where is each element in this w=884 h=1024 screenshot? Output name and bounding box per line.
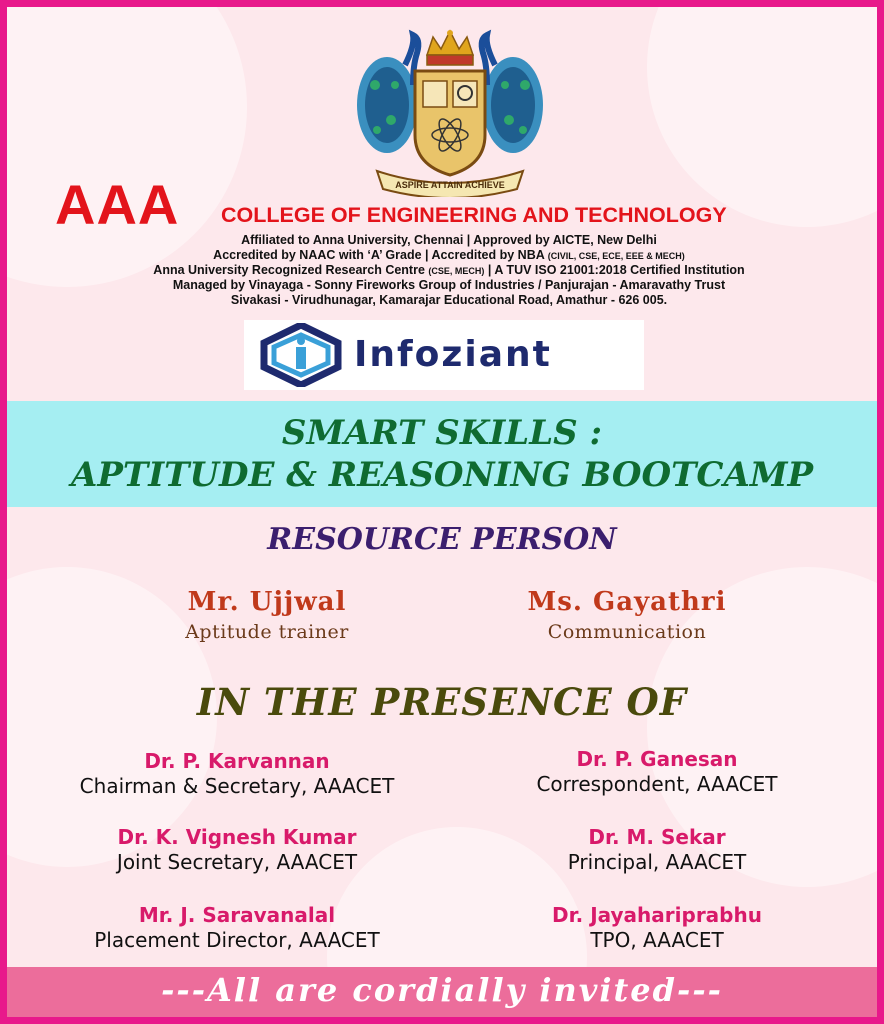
speaker-role: Communication <box>547 621 707 643</box>
college-crest-logo <box>355 25 545 197</box>
college-name-block <box>55 173 855 237</box>
infoziant-name: Infoziant <box>354 334 552 375</box>
dignitary-role: Correspondent, AAACET <box>536 772 778 796</box>
management-line: Managed by Vinayaga - Sonny Fireworks Group of Industries / Panjurajan - Amaravathy Trust <box>172 278 726 292</box>
dignitary-name: Dr. P. Ganesan <box>576 747 738 771</box>
dignitary-name: Mr. J. Saravanalal <box>138 903 336 927</box>
event-title-line2: APTITUDE & REASONING BOOTCAMP <box>70 455 814 495</box>
speaker-name: Mr. Ujjwal <box>187 587 347 617</box>
accreditation-line: Accredited by NAAC with ‘A’ Grade | Accredited by NBA (CIVIL, CSE, ECE, EEE & MECH) <box>213 248 685 262</box>
speaker-role: Aptitude trainer <box>185 621 349 643</box>
infoziant-mark-icon <box>256 323 346 387</box>
event-title-banner <box>7 401 877 507</box>
dignitary-role: Placement Director, AAACET <box>94 928 380 952</box>
peacock-left-icon <box>357 35 418 153</box>
presence-heading: IN THE PRESENCE OF <box>196 680 688 724</box>
dignitary-role: Chairman & Secretary, AAACET <box>79 774 395 798</box>
college-name: COLLEGE OF ENGINEERING AND TECHNOLOGY <box>221 203 727 227</box>
dignitary-name: Dr. M. Sekar <box>588 825 726 849</box>
dignitary-role: Joint Secretary, AAACET <box>116 850 358 874</box>
brand-aaa: AAA <box>55 173 180 236</box>
dignitary-role: Principal, AAACET <box>567 850 747 874</box>
research-centre-line: Anna University Recognized Research Centre (CSE, MECH) | A TUV ISO 21001:2018 Certified Institution <box>153 263 745 277</box>
affiliation-line: Affiliated to Anna University, Chennai | Approved by AICTE, New Delhi <box>241 233 657 247</box>
svg-text:ASPIRE ATTAIN ACHIEVE: ASPIRE ATTAIN ACHIEVE <box>395 180 505 190</box>
event-title-line1: SMART SKILLS : <box>281 413 603 453</box>
infoziant-logo <box>244 320 644 390</box>
crown-icon <box>427 30 473 65</box>
dignitary-role: TPO, AAACET <box>590 928 724 952</box>
speaker-name: Ms. Gayathri <box>527 587 727 617</box>
dignitary-name: Dr. K. Vignesh Kumar <box>117 825 357 849</box>
dignitary-name: Dr. P. Karvannan <box>144 749 330 773</box>
invitation-text: ---All are cordially invited--- <box>161 971 723 1009</box>
address-line: Sivakasi - Virudhunagar, Kamarajar Educational Road, Amathur - 626 005. <box>230 293 668 307</box>
dignitary-name: Dr. Jayahariprabhu <box>552 903 762 927</box>
resource-person-heading: RESOURCE PERSON <box>267 522 617 557</box>
peacock-right-icon <box>482 35 543 153</box>
footer-banner <box>7 967 877 1017</box>
